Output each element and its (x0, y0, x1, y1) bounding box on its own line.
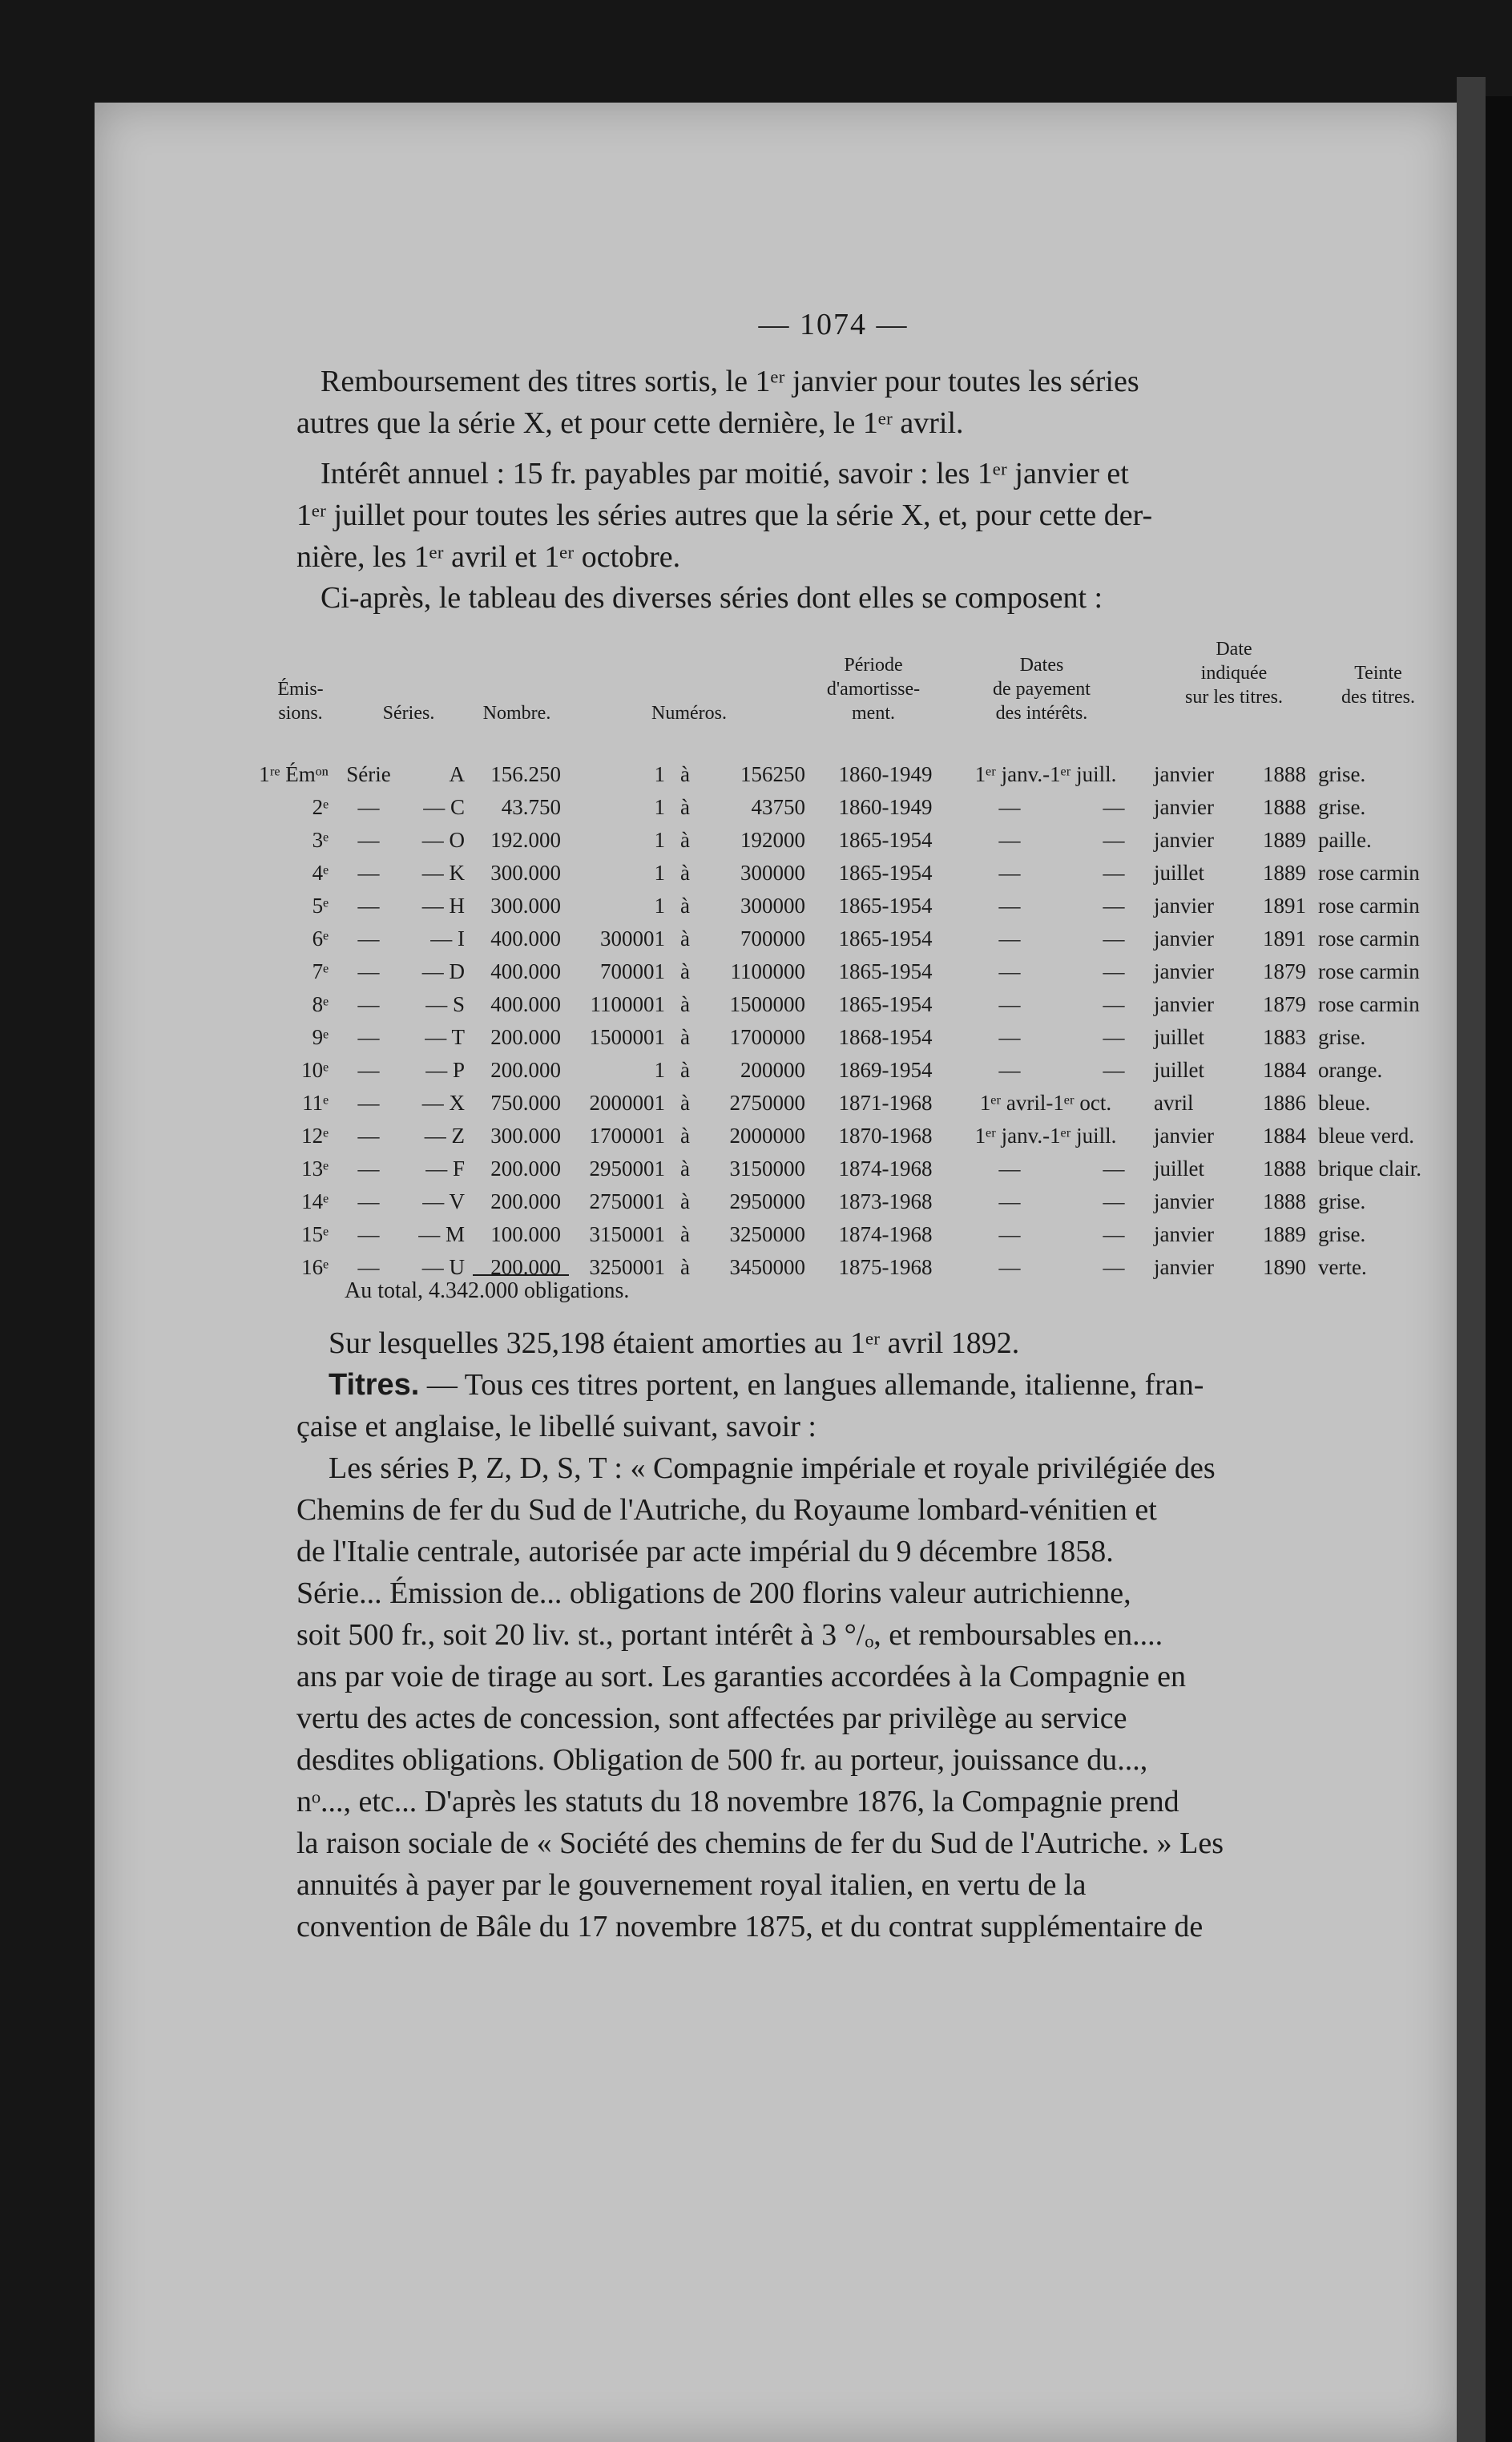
cell-dt-m: janvier (1154, 992, 1214, 1016)
cell-teinte: bleue. (1318, 1091, 1371, 1115)
cell-s1: — (357, 1222, 380, 1246)
table-row (240, 955, 1442, 988)
cell-d2: — (1103, 894, 1125, 918)
cell-em: 11ᵉ (302, 1091, 329, 1115)
cell-s2: — Z (424, 1124, 465, 1148)
cell-dates: 1ᵉʳ avril-1ᵉʳ oct. (979, 1091, 1112, 1115)
cell-a: à (680, 1255, 690, 1279)
cell-s1: — (357, 795, 380, 819)
cell-em: 12ᵉ (301, 1124, 329, 1148)
cell-periode: 1870-1968 (838, 1124, 933, 1148)
cell-n-to: 1100000 (730, 959, 805, 983)
header-text: Période (844, 655, 903, 676)
cell-dt-y: 1888 (1263, 1156, 1306, 1181)
cell-teinte: rose carmin (1318, 992, 1420, 1016)
header-text: Dates (1019, 655, 1064, 676)
text-line: nière, les 1ᵉʳ avril et 1ᵉʳ octobre. (296, 540, 681, 574)
cell-periode: 1874-1968 (838, 1222, 933, 1246)
cell-periode: 1869-1954 (838, 1058, 933, 1082)
cell-s2: A (449, 762, 465, 786)
cell-s1: — (357, 1091, 380, 1115)
cell-s2: — O (421, 828, 465, 852)
text-line: de l'Italie centrale, autorisée par acte impérial du 9 décembre 1858. (296, 1535, 1114, 1568)
header-text: d'amortisse- (826, 679, 921, 700)
table-row (240, 1185, 1442, 1218)
cell-s1: — (357, 959, 380, 983)
cell-em: 16ᵉ (301, 1255, 329, 1279)
cell-dt-y: 1879 (1263, 959, 1306, 983)
cell-s2: — F (425, 1156, 465, 1181)
paragraph-amorties (296, 1322, 1390, 1364)
cell-n-from: 1100001 (590, 992, 665, 1016)
cell-dt-y: 1890 (1263, 1255, 1306, 1279)
cell-n-to: 192000 (740, 828, 805, 852)
cell-nombre: 400.000 (490, 926, 561, 951)
cell-s2: — S (425, 992, 465, 1016)
cell-a: à (680, 1025, 690, 1049)
cell-nombre: 200.000 (490, 1255, 561, 1279)
cell-n-from: 1 (654, 762, 665, 786)
cell-em: 2ᵉ (312, 795, 329, 819)
cell-d2: — (1103, 1058, 1125, 1082)
cell-dt-y: 1883 (1263, 1025, 1306, 1049)
cell-nombre: 156.250 (490, 762, 561, 786)
table-row (240, 1119, 1442, 1152)
cell-n-to: 43750 (751, 795, 805, 819)
cell-a: à (680, 992, 690, 1016)
header-text: des intérêts. (995, 703, 1088, 724)
cell-nombre: 300.000 (490, 1124, 561, 1148)
paragraph-remboursement (296, 361, 1390, 444)
cell-em: 7ᵉ (312, 959, 329, 983)
text-run: — Tous ces titres portent, en langues allemande, italienne, fran- (419, 1368, 1204, 1402)
cell-teinte: verte. (1318, 1255, 1367, 1279)
cell-n-to: 2750000 (729, 1091, 805, 1115)
header-periode (801, 653, 946, 725)
cell-periode: 1868-1954 (838, 1025, 933, 1049)
cell-s1: — (357, 861, 380, 885)
cell-nombre: 400.000 (490, 959, 561, 983)
cell-s2: — C (423, 795, 465, 819)
cell-n-from: 1 (654, 828, 665, 852)
table-row (240, 1053, 1442, 1087)
cell-s1: — (357, 1058, 380, 1082)
cell-a: à (680, 1189, 690, 1213)
scan-border (1486, 96, 1512, 2442)
cell-periode: 1865-1954 (838, 861, 933, 885)
cell-n-to: 2000000 (729, 1124, 805, 1148)
cell-dt-m: janvier (1154, 926, 1214, 951)
cell-em: 9ᵉ (312, 1025, 329, 1049)
cell-a: à (680, 894, 690, 918)
header-dates (954, 653, 1130, 725)
header-text: Date (1216, 639, 1252, 660)
table-row (240, 790, 1442, 824)
cell-s1: Série (346, 762, 391, 786)
header-text: Teinte (1354, 663, 1402, 684)
table-total: Au total, 4.342.000 obligations. (345, 1278, 630, 1303)
text-line: Série... Émission de... obligations de 200 florins valeur autrichienne, (296, 1576, 1131, 1610)
cell-d1: — (998, 926, 1021, 951)
cell-a: à (680, 795, 690, 819)
cell-d2: — (1103, 828, 1125, 852)
cell-dt-m: janvier (1154, 1189, 1214, 1213)
cell-dt-y: 1888 (1263, 762, 1306, 786)
cell-n-to: 3250000 (729, 1222, 805, 1246)
cell-em: 6ᵉ (312, 926, 329, 951)
header-text: des titres. (1341, 687, 1415, 708)
cell-s1: — (357, 926, 380, 951)
table-row (240, 1086, 1442, 1120)
cell-s2: — H (421, 894, 465, 918)
cell-teinte: grise. (1318, 795, 1366, 819)
cell-periode: 1860-1949 (838, 795, 933, 819)
cell-nombre: 192.000 (490, 828, 561, 852)
cell-periode: 1874-1968 (838, 1156, 933, 1181)
cell-d1: — (998, 1255, 1021, 1279)
cell-n-from: 2750001 (589, 1189, 665, 1213)
cell-s2: — X (421, 1091, 465, 1115)
cell-d2: — (1103, 1222, 1125, 1246)
cell-nombre: 300.000 (490, 894, 561, 918)
header-series (361, 701, 457, 725)
cell-teinte: rose carmin (1318, 861, 1420, 885)
cell-em: 1ʳᵉ Émᵒⁿ (259, 762, 329, 786)
cell-s1: — (357, 1156, 380, 1181)
cell-n-to: 1700000 (729, 1025, 805, 1049)
cell-a: à (680, 1091, 690, 1115)
cell-dt-m: janvier (1154, 828, 1214, 852)
cell-em: 13ᵉ (301, 1156, 329, 1181)
text-line: Sur lesquelles 325,198 étaient amorties au 1ᵉʳ avril 1892. (329, 1326, 1020, 1360)
cell-a: à (680, 828, 690, 852)
cell-teinte: rose carmin (1318, 959, 1420, 983)
cell-periode: 1865-1954 (838, 926, 933, 951)
cell-em: 15ᵉ (301, 1222, 329, 1246)
cell-periode: 1860-1949 (838, 762, 933, 786)
cell-n-from: 700001 (600, 959, 665, 983)
cell-nombre: 400.000 (490, 992, 561, 1016)
cell-dt-y: 1888 (1263, 795, 1306, 819)
cell-d2: — (1103, 861, 1125, 885)
cell-n-from: 1 (654, 861, 665, 885)
cell-dt-y: 1884 (1263, 1058, 1306, 1082)
cell-teinte: bleue verd. (1318, 1124, 1414, 1148)
cell-nombre: 43.750 (501, 795, 561, 819)
cell-teinte: paille. (1318, 828, 1372, 852)
text-line: Ci-après, le tableau des diverses séries dont elles se composent : (321, 581, 1103, 615)
table-row (240, 1152, 1442, 1185)
text-line: Intérêt annuel : 15 fr. payables par moitié, savoir : les 1ᵉʳ janvier et (321, 457, 1129, 490)
cell-dt-y: 1886 (1263, 1091, 1306, 1115)
cell-s1: — (357, 1025, 380, 1049)
cell-dt-m: juillet (1154, 1025, 1204, 1049)
cell-teinte: grise. (1318, 1189, 1366, 1213)
cell-dt-m: janvier (1154, 959, 1214, 983)
paragraph-ci-apres (296, 577, 1390, 619)
cell-s2: — I (430, 926, 465, 951)
cell-s2: — T (425, 1025, 465, 1049)
header-teinte (1322, 661, 1434, 709)
cell-d1: — (998, 894, 1021, 918)
cell-d1: — (998, 1222, 1021, 1246)
cell-dt-m: juillet (1154, 1058, 1204, 1082)
cell-a: à (680, 1156, 690, 1181)
table-row (240, 889, 1442, 922)
cell-d1: — (998, 1058, 1021, 1082)
header-text: Numéros. (651, 703, 727, 724)
text-line (296, 1364, 1390, 1406)
cell-d2: — (1103, 926, 1125, 951)
cell-a: à (680, 959, 690, 983)
cell-n-from: 1500001 (589, 1025, 665, 1049)
cell-teinte: grise. (1318, 1025, 1366, 1049)
cell-n-from: 2000001 (589, 1091, 665, 1115)
cell-dt-y: 1888 (1263, 1189, 1306, 1213)
cell-em: 3ᵉ (312, 828, 329, 852)
cell-d1: — (998, 795, 1021, 819)
cell-s2: — D (421, 959, 465, 983)
cell-nombre: 200.000 (490, 1058, 561, 1082)
cell-d2: — (1103, 1025, 1125, 1049)
header-text: de payement (993, 679, 1091, 700)
table-row (240, 987, 1442, 1021)
text-line: autres que la série X, et pour cette dernière, le 1ᵉʳ avril. (296, 406, 964, 440)
cell-n-from: 300001 (600, 926, 665, 951)
cell-periode: 1865-1954 (838, 992, 933, 1016)
header-text: indiquée (1200, 663, 1268, 684)
text-line: desdites obligations. Obligation de 500 fr. au porteur, jouissance du..., (296, 1743, 1148, 1777)
cell-n-to: 300000 (740, 861, 805, 885)
cell-periode: 1871-1968 (838, 1091, 933, 1115)
cell-n-from: 2950001 (589, 1156, 665, 1181)
text-line: la raison sociale de « Société des chemins de fer du Sud de l'Autriche. » Les (296, 1826, 1224, 1860)
cell-dt-m: janvier (1154, 1222, 1214, 1246)
cell-d1: — (998, 1189, 1021, 1213)
header-text: Nombre. (482, 703, 551, 724)
cell-teinte: grise. (1318, 762, 1366, 786)
cell-dates: 1ᵉʳ janv.-1ᵉʳ juill. (974, 762, 1117, 786)
cell-dates: 1ᵉʳ janv.-1ᵉʳ juill. (974, 1124, 1117, 1148)
cell-periode: 1865-1954 (838, 828, 933, 852)
header-date-titres (1146, 637, 1322, 709)
table-row (240, 856, 1442, 890)
paragraph-interet (296, 453, 1390, 578)
cell-nombre: 200.000 (490, 1025, 561, 1049)
text-line: convention de Bâle du 17 novembre 1875, et du contrat supplémentaire de (296, 1910, 1204, 1944)
cell-d2: — (1103, 795, 1125, 819)
cell-n-from: 3150001 (589, 1222, 665, 1246)
header-emissions (264, 677, 337, 725)
cell-dt-y: 1889 (1263, 828, 1306, 852)
cell-d1: — (998, 992, 1021, 1016)
cell-a: à (680, 1124, 690, 1148)
total-rule (473, 1274, 569, 1276)
header-text: Émis- (277, 679, 324, 700)
cell-n-to: 200000 (740, 1058, 805, 1082)
text-line: 1ᵉʳ juillet pour toutes les séries autres que la série X, et, pour cette der- (296, 498, 1153, 532)
cell-d2: — (1103, 992, 1125, 1016)
text-line: Chemins de fer du Sud de l'Autriche, du Royaume lombard-vénitien et (296, 1493, 1157, 1527)
paragraph-titres (296, 1364, 1390, 1948)
cell-nombre: 750.000 (490, 1091, 561, 1115)
cell-dt-m: juillet (1154, 1156, 1204, 1181)
page-edge (1457, 77, 1486, 2442)
cell-periode: 1875-1968 (838, 1255, 933, 1279)
cell-n-to: 300000 (740, 894, 805, 918)
cell-d1: — (998, 1156, 1021, 1181)
header-text: sions. (278, 703, 323, 724)
cell-n-from: 1 (654, 1058, 665, 1082)
cell-n-from: 1 (654, 795, 665, 819)
cell-s2: — M (418, 1222, 465, 1246)
cell-teinte: rose carmin (1318, 926, 1420, 951)
cell-dt-m: juillet (1154, 861, 1204, 885)
cell-n-to: 3150000 (729, 1156, 805, 1181)
cell-n-from: 1 (654, 894, 665, 918)
table-row (240, 757, 1442, 791)
cell-dt-m: janvier (1154, 1124, 1214, 1148)
cell-dt-y: 1891 (1263, 926, 1306, 951)
cell-em: 10ᵉ (301, 1058, 329, 1082)
titres-label: Titres. (329, 1368, 420, 1402)
text-line: Remboursement des titres sortis, le 1ᵉʳ janvier pour toutes les séries (321, 365, 1139, 398)
cell-dt-m: janvier (1154, 1255, 1214, 1279)
cell-d1: — (998, 861, 1021, 885)
cell-nombre: 100.000 (490, 1222, 561, 1246)
cell-nombre: 200.000 (490, 1189, 561, 1213)
cell-n-to: 3450000 (729, 1255, 805, 1279)
cell-s2: — V (422, 1189, 465, 1213)
header-nombre (465, 701, 569, 725)
cell-d2: — (1103, 1255, 1125, 1279)
cell-teinte: orange. (1318, 1058, 1383, 1082)
cell-s2: — U (421, 1255, 465, 1279)
cell-a: à (680, 861, 690, 885)
cell-em: 8ᵉ (312, 992, 329, 1016)
cell-n-to: 700000 (740, 926, 805, 951)
cell-teinte: brique clair. (1318, 1156, 1421, 1181)
header-text: sur les titres. (1185, 687, 1283, 708)
table-row (240, 1020, 1442, 1054)
cell-dt-m: janvier (1154, 894, 1214, 918)
cell-s1: — (357, 1124, 380, 1148)
cell-s2: — P (425, 1058, 465, 1082)
cell-d1: — (998, 828, 1021, 852)
cell-s1: — (357, 828, 380, 852)
text-line: vertu des actes de concession, sont affectées par privilège au service (296, 1701, 1127, 1735)
cell-d2: — (1103, 1156, 1125, 1181)
cell-s1: — (357, 894, 380, 918)
cell-n-to: 156250 (740, 762, 805, 786)
cell-dt-m: janvier (1154, 762, 1214, 786)
header-text: ment. (852, 703, 895, 724)
cell-periode: 1873-1968 (838, 1189, 933, 1213)
cell-n-from: 1700001 (589, 1124, 665, 1148)
cell-em: 14ᵉ (301, 1189, 329, 1213)
cell-a: à (680, 1058, 690, 1082)
cell-em: 4ᵉ (312, 861, 329, 885)
cell-s2: — K (421, 861, 465, 885)
cell-periode: 1865-1954 (838, 959, 933, 983)
text-line: nᵒ..., etc... D'après les statuts du 18 novembre 1876, la Compagnie prend (296, 1785, 1179, 1818)
cell-dt-y: 1891 (1263, 894, 1306, 918)
cell-dt-m: janvier (1154, 795, 1214, 819)
page-number: — 1074 — (758, 308, 909, 341)
cell-dt-y: 1884 (1263, 1124, 1306, 1148)
cell-a: à (680, 926, 690, 951)
table-row (240, 1217, 1442, 1251)
text-line: çaise et anglaise, le libellé suivant, savoir : (296, 1410, 816, 1443)
cell-d2: — (1103, 1189, 1125, 1213)
table-row (240, 922, 1442, 955)
cell-d2: — (1103, 959, 1125, 983)
table-row (240, 823, 1442, 857)
cell-dt-m: avril (1154, 1091, 1194, 1115)
text-line: ans par voie de tirage au sort. Les garanties accordées à la Compagnie en (296, 1660, 1186, 1693)
cell-em: 5ᵉ (312, 894, 329, 918)
text-line: Les séries P, Z, D, S, T : « Compagnie impériale et royale privilégiée des (329, 1451, 1216, 1485)
text-line: soit 500 fr., soit 20 liv. st., portant intérêt à 3 °/ₒ, et remboursables en.... (296, 1618, 1163, 1652)
cell-teinte: rose carmin (1318, 894, 1420, 918)
cell-s1: — (357, 1255, 380, 1279)
cell-n-from: 3250001 (589, 1255, 665, 1279)
cell-d1: — (998, 1025, 1021, 1049)
cell-s1: — (357, 992, 380, 1016)
cell-s1: — (357, 1189, 380, 1213)
text-line: annuités à payer par le gouvernement royal italien, en vertu de la (296, 1868, 1087, 1902)
cell-a: à (680, 1222, 690, 1246)
header-numeros (625, 701, 753, 725)
cell-periode: 1865-1954 (838, 894, 933, 918)
cell-dt-y: 1879 (1263, 992, 1306, 1016)
cell-dt-y: 1889 (1263, 861, 1306, 885)
cell-d1: — (998, 959, 1021, 983)
header-text: Séries. (382, 703, 435, 724)
cell-n-to: 2950000 (729, 1189, 805, 1213)
cell-nombre: 300.000 (490, 861, 561, 885)
cell-teinte: grise. (1318, 1222, 1366, 1246)
cell-a: à (680, 762, 690, 786)
cell-nombre: 200.000 (490, 1156, 561, 1181)
cell-dt-y: 1889 (1263, 1222, 1306, 1246)
cell-n-to: 1500000 (729, 992, 805, 1016)
